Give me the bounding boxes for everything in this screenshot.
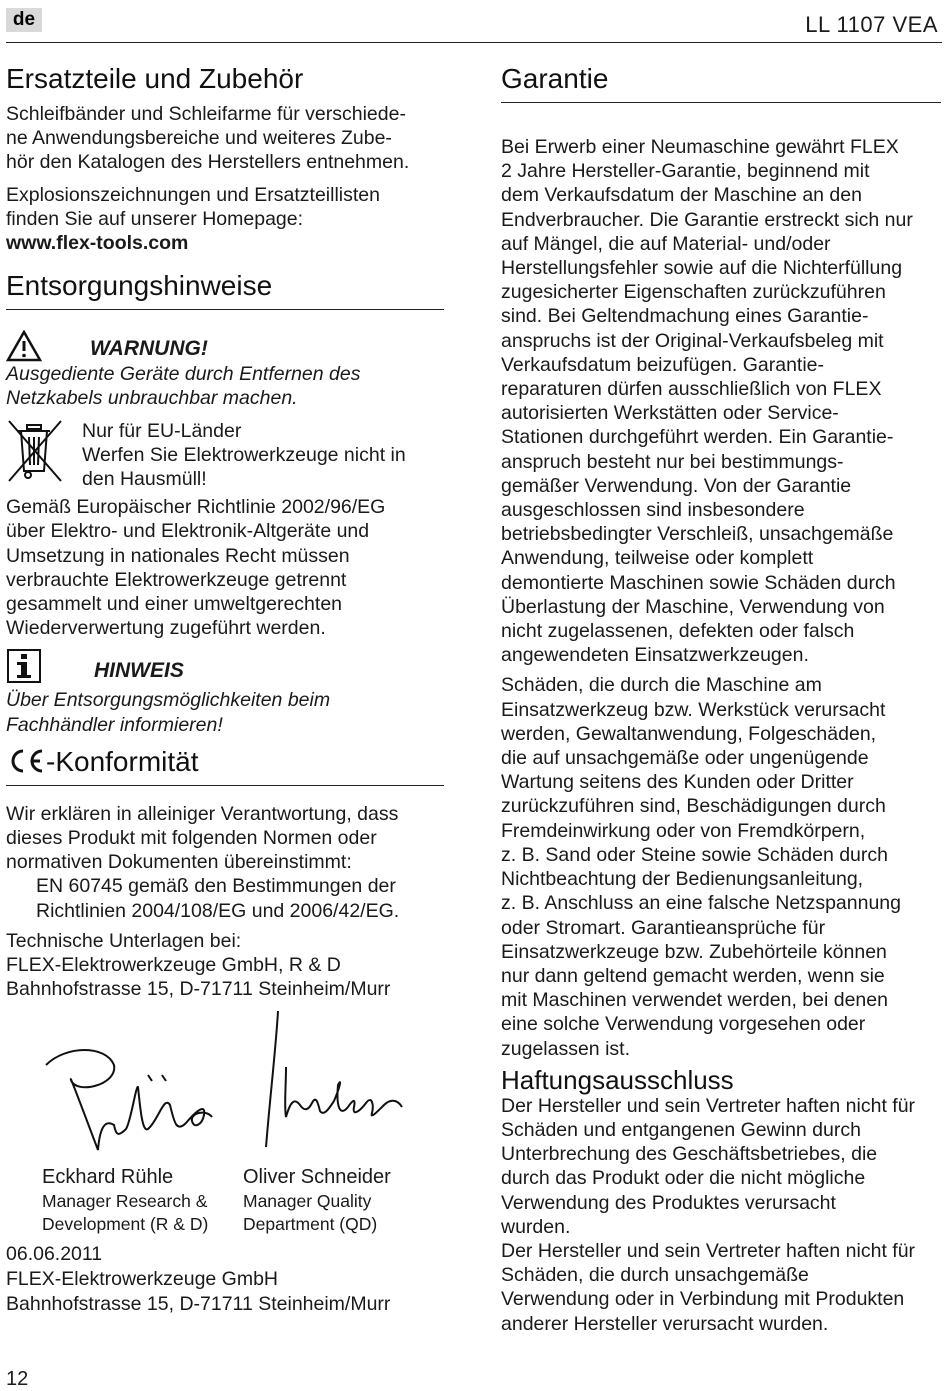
text-line: Nur für EU-Länder	[82, 419, 242, 442]
text-line: werden, Gewaltanwendung, Folgeschäden,	[501, 722, 877, 745]
text-line: z. B. Sand oder Steine sowie Schäden durch	[501, 843, 888, 866]
signatory-role	[42, 1190, 243, 1236]
text-line: Department (QD)	[243, 1214, 378, 1235]
text-line: Schleifbänder und Schleifarme für verschiede-	[6, 103, 406, 125]
text-line: Wir erklären in alleiniger Verantwortung, dass	[6, 802, 399, 825]
text-line: Manager Quality	[243, 1191, 372, 1212]
text-line: den Hausmüll!	[82, 468, 207, 491]
text-line: ne Anwendungsbereiche und weiteres Zube-	[6, 127, 392, 150]
eu-disposal-block	[6, 419, 444, 492]
text-line: über Elektro- und Elektronik-Altgeräte und	[6, 520, 370, 543]
text-line: Überlastung der Maschine, Verwendung von	[501, 595, 885, 618]
signatories	[6, 1165, 444, 1236]
hint-notice	[6, 648, 444, 684]
text-line: Herstellungsfehler sowie auf die Nichterfüllung	[501, 257, 903, 280]
text-line: die auf unsachgemäße oder ungenügende	[501, 747, 869, 770]
model-number: LL 1107 VEA	[805, 12, 938, 37]
text-line: durch das Produkt oder die nicht mögliche	[501, 1167, 866, 1190]
text-line: Endverbraucher. Die Garantie erstreckt sich nur	[501, 208, 913, 231]
text-line: 2 Jahre Hersteller-Garantie, beginnend mit	[501, 160, 870, 183]
text-line: Development (R & D)	[42, 1214, 209, 1235]
text-line: Stationen durchgeführt werden. Ein Garantie-	[501, 426, 894, 449]
text-line: Unterbrechung des Geschäftsbetriebes, die	[501, 1143, 878, 1166]
hint-text	[6, 688, 444, 736]
text-line: finden Sie auf unserer Homepage:	[6, 207, 304, 230]
ce-heading-text: -Konformität	[46, 745, 199, 777]
homepage-text	[6, 183, 444, 256]
text-line: Umsetzung in nationales Recht müssen	[6, 544, 350, 567]
text-line: Über Entsorgungsmöglichkeiten beim	[6, 689, 331, 712]
text-line: Richtlinien 2004/108/EG und 2006/42/EG.	[36, 899, 400, 922]
ce-mark-icon	[6, 748, 46, 774]
text-line: hör den Katalogen des Herstellers entnehmen.	[6, 151, 410, 174]
text-line: normativen Dokumenten übereinstimmt:	[6, 851, 352, 874]
date: 06.06.2011	[6, 1243, 103, 1266]
text-line: Der Hersteller und sein Vertreter haften nicht für	[501, 1094, 916, 1117]
warning-notice	[6, 330, 444, 362]
page-number: 12	[6, 1368, 29, 1390]
eu-disposal-text	[82, 419, 406, 492]
text-line: oder Stromart. Garantieansprüche für	[501, 916, 826, 939]
text-line: verbrauchte Elektrowerkzeuge getrennt	[6, 568, 347, 591]
warning-title: WARNUNG!	[90, 337, 208, 361]
text-line: Ausgediente Geräte durch Entfernen des	[6, 363, 361, 386]
text-line: Bei Erwerb einer Neumaschine gewährt FLEX	[501, 136, 899, 158]
text-line: reparaturen dürfen ausschließlich von FLEX	[501, 378, 882, 401]
haftung-text-1	[501, 1094, 941, 1239]
text-line: Schäden, die durch die Maschine am	[501, 674, 822, 697]
left-column	[6, 56, 444, 1317]
text-line: Fachhändler informieren!	[6, 713, 223, 736]
garantie-text-2	[501, 673, 941, 1060]
text-line: Schäden, die durch unsachgemäße	[501, 1264, 809, 1287]
text-line: Explosionszeichnungen und Ersatzteillisten	[6, 183, 380, 206]
text-line: dieses Produkt mit folgenden Normen oder	[6, 827, 377, 850]
text-line: Bahnhofstrasse 15, D-71711 Steinheim/Murr	[6, 1293, 391, 1316]
signatory	[42, 1165, 243, 1236]
hint-title: HINWEIS	[94, 659, 184, 683]
text-line: gemäßer Verwendung. Von der Garantie	[501, 474, 852, 497]
text-line: Schäden und entgangenen Gewinn durch	[501, 1118, 861, 1141]
text-line: Nichtbeachtung der Bedienungsanleitung,	[501, 868, 864, 891]
ersatzteile-text	[6, 102, 444, 175]
warning-text	[6, 362, 444, 410]
ce-standards	[6, 874, 444, 922]
warning-triangle-icon	[6, 330, 42, 362]
text-line: betriebsbedingter Verschleiß, unsachgemäße	[501, 523, 894, 546]
ce-declaration	[6, 802, 444, 875]
ce-heading	[6, 745, 444, 786]
text-line: Verwendung des Produktes verursacht	[501, 1191, 836, 1214]
text-line: Einsatzwerkzeuge bzw. Zubehörteile können	[501, 940, 887, 963]
text-line: Anwendung, teilweise oder komplett	[501, 547, 814, 570]
text-line: anspruchs ist der Original-Verkaufsbeleg mit	[501, 329, 884, 352]
text-line: zugesicherter Eigenschaften zurückzuführen	[501, 281, 886, 304]
text-line: auf Mängel, die auf Material- und/oder	[501, 232, 831, 255]
ersatzteile-heading: Ersatzteile und Zubehör	[6, 63, 304, 94]
text-line: anspruch besteht nur bei bestimmungs-	[501, 450, 844, 473]
signatory	[243, 1165, 444, 1236]
text-line: Manager Research &	[42, 1191, 208, 1212]
signatory-name: Eckhard Rühle	[42, 1166, 174, 1189]
text-line: Verwendung oder in Verbindung mit Produkten	[501, 1288, 905, 1311]
signatory-name: Oliver Schneider	[243, 1166, 391, 1189]
technical-docs	[6, 929, 444, 1002]
text-line: Gemäß Europäischer Richtlinie 2002/96/EG	[6, 496, 386, 519]
text-line: Netzkabels unbrauchbar machen.	[6, 387, 298, 410]
text-line: demontierte Maschinen sowie Schäden durch	[501, 571, 896, 594]
text-line: zurückzuführen sind, Beschädigungen durch	[501, 795, 886, 818]
text-line: Technische Unterlagen bei:	[6, 929, 242, 952]
text-line: Fremdeinwirkung oder von Fremdkörpern,	[501, 819, 866, 842]
signature-ruehle	[36, 1025, 236, 1165]
text-line: Einsatzwerkzeug bzw. Werkstück verursacht	[501, 698, 886, 721]
text-line: eine solche Verwendung vorgesehen oder	[501, 1013, 866, 1036]
text-line: angewendeten Einsatzwerkzeugen.	[501, 644, 809, 667]
text-line: mit Maschinen verwendet werden, bei denen	[501, 989, 888, 1012]
text-line: Verkaufsdatum beizufügen. Garantie-	[501, 353, 825, 376]
info-icon	[6, 648, 42, 684]
signatures-area	[6, 1015, 444, 1165]
text-line: Der Hersteller und sein Vertreter haften nicht für	[501, 1239, 916, 1262]
text-line: ausgeschlossen sind insbesondere	[501, 499, 805, 522]
language-tag: de	[6, 8, 42, 32]
text-line: Werfen Sie Elektrowerkzeuge nicht in	[82, 443, 406, 466]
signatory-role	[243, 1190, 444, 1236]
homepage-url[interactable]: www.flex-tools.com	[6, 232, 189, 255]
text-line: wurden.	[501, 1215, 571, 1238]
date-address	[6, 1242, 444, 1317]
garantie-heading: Garantie	[501, 56, 941, 103]
text-line: Wartung seitens des Kunden oder Dritter	[501, 771, 854, 794]
text-line: gesammelt und einer umweltgerechten	[6, 593, 343, 616]
crossed-bin-icon	[6, 419, 64, 483]
directive-text	[6, 495, 444, 640]
right-column	[501, 56, 941, 1336]
text-line: FLEX-Elektrowerkzeuge GmbH	[6, 1268, 279, 1291]
text-line: anderer Hersteller verursacht wurden.	[501, 1312, 829, 1335]
text-line: Wiederverwertung zugeführt werden.	[6, 617, 326, 640]
text-line: sind. Bei Geltendmachung eines Garantie-	[501, 305, 869, 328]
text-line: nur dann geltend gemacht werden, wenn sie	[501, 964, 885, 987]
haftung-heading: Haftungsausschluss	[501, 1064, 734, 1095]
entsorgung-heading: Entsorgungshinweise	[6, 269, 444, 310]
text-line: dem Verkaufsdatum der Maschine an den	[501, 184, 862, 207]
text-line: autorisierten Werkstätten oder Service-	[501, 402, 839, 425]
text-line: nicht zugelassenen, defekten oder falsch	[501, 620, 855, 643]
text-line: EN 60745 gemäß den Bestimmungen der	[36, 875, 396, 898]
text-line: Bahnhofstrasse 15, D-71711 Steinheim/Murr	[6, 978, 391, 1001]
header-rule	[6, 42, 942, 43]
haftung-text-2	[501, 1239, 941, 1336]
signature-schneider	[256, 1007, 446, 1157]
garantie-text-1	[501, 135, 941, 667]
text-line: FLEX-Elektrowerkzeuge GmbH, R & D	[6, 954, 341, 977]
text-line: z. B. Anschluss an eine falsche Netzspannung	[501, 892, 901, 915]
text-line: zugelassen ist.	[501, 1037, 630, 1060]
